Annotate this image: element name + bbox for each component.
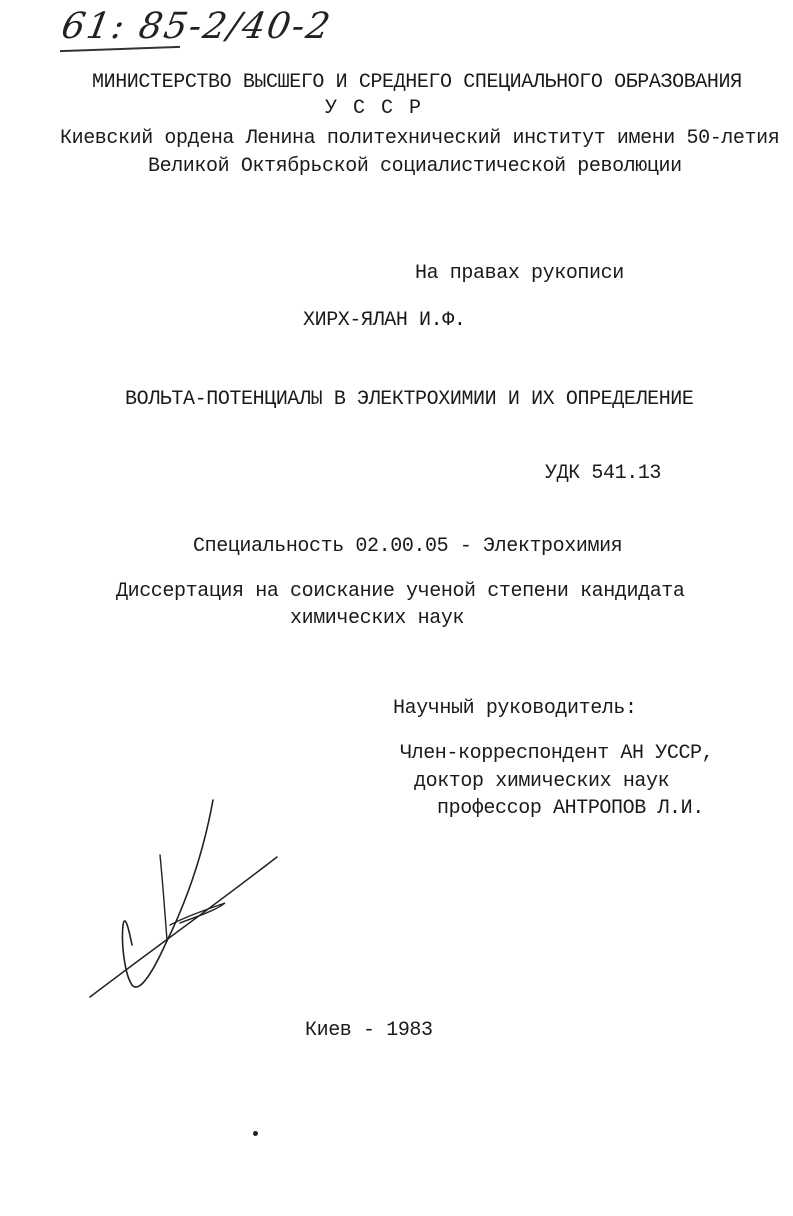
ministry-heading: МИНИСТЕРСТВО ВЫСШЕГО И СРЕДНЕГО СПЕЦИАЛЬНОГО ОБРАЗОВАНИЯ bbox=[92, 71, 742, 94]
dissertation-line-1: Диссертация на соискание ученой степени кандидата bbox=[116, 580, 685, 603]
udc-code: УДК 541.13 bbox=[545, 462, 662, 485]
ink-dot bbox=[253, 1131, 258, 1136]
signature-image bbox=[85, 795, 285, 1005]
supervisor-line-3: профессор АНТРОПОВ Л.И. bbox=[437, 797, 704, 820]
institute-line-1: Киевский ордена Ленина политехнический институт имени 50-летия bbox=[60, 127, 780, 150]
supervisor-line-2: доктор химических наук bbox=[414, 770, 670, 793]
supervisor-line-1: Член-корреспондент АН УССР, bbox=[400, 742, 714, 765]
place-and-year: Киев - 1983 bbox=[305, 1019, 433, 1042]
dissertation-title: ВОЛЬТА-ПОТЕНЦИАЛЫ В ЭЛЕКТРОХИМИИ И ИХ ОПРЕДЕЛЕНИЕ bbox=[125, 388, 694, 411]
institute-line-2: Великой Октябрьской социалистической революции bbox=[148, 155, 682, 178]
author-name: ХИРХ-ЯЛАН И.Ф. bbox=[303, 309, 466, 332]
dissertation-line-2: химических наук bbox=[290, 607, 465, 630]
republic-heading: У С С Р bbox=[325, 97, 424, 120]
manuscript-note: На правах рукописи bbox=[415, 262, 624, 285]
archive-code: 61: 85-2/40-2 bbox=[58, 6, 335, 47]
specialty: Специальность 02.00.05 - Электрохимия bbox=[193, 535, 623, 558]
supervisor-label: Научный руководитель: bbox=[393, 697, 637, 720]
